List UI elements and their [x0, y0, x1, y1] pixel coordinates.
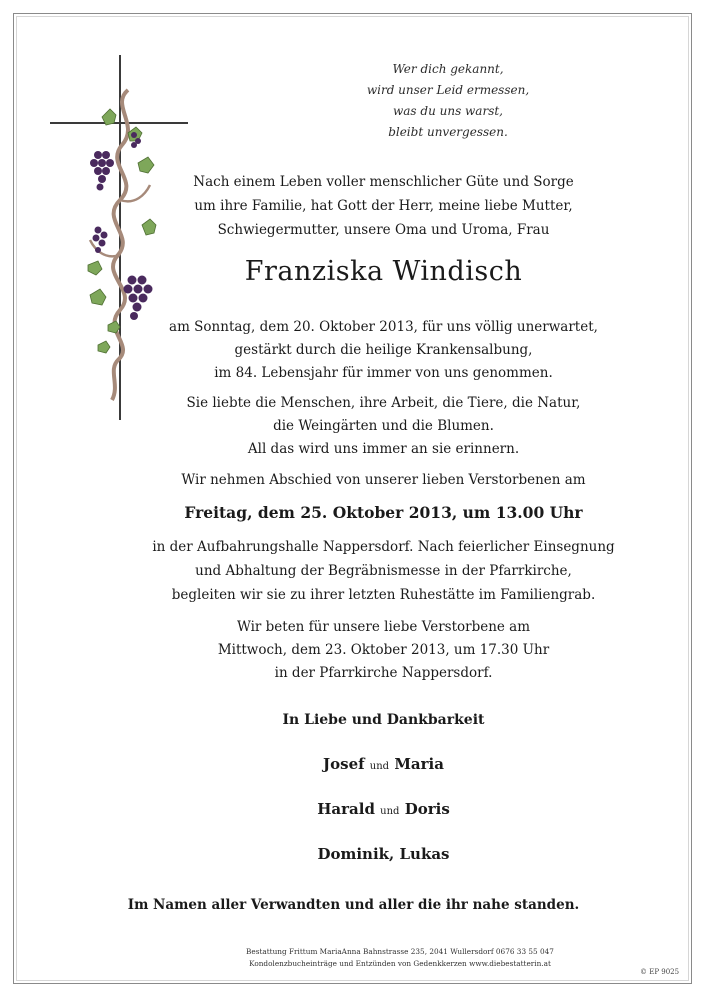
- loves-line: die Weingärten und die Blumen.: [273, 418, 494, 434]
- closing-line: In Liebe und Dankbarkeit: [282, 712, 485, 728]
- final-line: Im Namen aller Verwandten und aller die ihr nahe standen.: [127, 897, 580, 913]
- poem-line: wird unser Leid ermessen,: [366, 83, 530, 97]
- intro-line: um ihre Familie, hat Gott der Herr, meine liebe Mutter,: [194, 198, 573, 214]
- prayer-line: Wir beten für unsere liebe Verstorbene am: [236, 619, 531, 635]
- footer: [180, 946, 620, 970]
- family-line: [60, 842, 707, 866]
- family-und: und: [369, 761, 390, 772]
- loves-line: Sie liebte die Menschen, ihre Arbeit, die Tiere, die Natur,: [186, 395, 581, 411]
- family-line: [60, 797, 707, 824]
- funeral-date: Freitag, dem 25. Oktober 2013, um 13.00 Uhr: [184, 503, 583, 522]
- prayer-paragraph: [60, 616, 707, 685]
- passing-line: im 84. Lebensjahr für immer von uns genommen.: [214, 365, 553, 381]
- memorial-poem: [238, 59, 658, 143]
- poem-line: was du uns warst,: [392, 104, 503, 118]
- passing-line: am Sonntag, dem 20. Oktober 2013, für uns völlig unerwartet,: [169, 319, 598, 335]
- ceremony-paragraph: [60, 535, 707, 607]
- farewell-intro: Wir nehmen Abschied von unserer lieben Verstorbenen am: [181, 472, 586, 488]
- ceremony-line: begleiten wir sie zu ihrer letzten Ruhestätte im Familiengrab.: [171, 587, 596, 603]
- ceremony-line: und Abhaltung der Begräbnismesse in der Pfarrkirche,: [195, 563, 572, 579]
- prayer-line: Mittwoch, dem 23. Oktober 2013, um 17.30 Uhr: [217, 642, 550, 658]
- loves-paragraph: [60, 392, 707, 461]
- family-line: [60, 752, 707, 779]
- footer-line: Kondolenzbucheinträge und Entzünden von Gedenkkerzen www.diebestatterin.at: [249, 959, 551, 968]
- family-name: Maria: [394, 755, 444, 773]
- intro-line: Nach einem Leben voller menschlicher Güte und Sorge: [193, 174, 574, 190]
- family-und: und: [380, 806, 400, 817]
- poem-line: Wer dich gekannt,: [392, 62, 504, 76]
- prayer-line: in der Pfarrkirche Nappersdorf.: [274, 665, 493, 681]
- intro-paragraph: [60, 170, 707, 242]
- loves-line: All das wird uns immer an sie erinnern.: [247, 441, 520, 457]
- intro-line: Schwiegermutter, unsere Oma und Uroma, Frau: [217, 222, 550, 238]
- passing-line: gestärkt durch die heilige Krankensalbung,: [234, 342, 533, 358]
- passing-paragraph: [60, 316, 707, 385]
- family-name: Harald: [317, 800, 375, 818]
- footer-line: Bestattung Frittum MariaAnna Bahnstrasse 235, 2041 Wullersdorf 0676 33 55 047: [246, 947, 554, 956]
- poem-line: bleibt unvergessen.: [388, 125, 508, 139]
- ceremony-line: in der Aufbahrungshalle Nappersdorf. Nach feierlicher Einsegnung: [152, 539, 615, 555]
- deceased-name: Franziska Windisch: [244, 256, 523, 287]
- document-code: © EP 9025: [640, 968, 680, 976]
- family-name: Dominik, Lukas: [317, 845, 450, 863]
- family-name: Doris: [404, 800, 450, 818]
- family-name: Josef: [323, 755, 365, 773]
